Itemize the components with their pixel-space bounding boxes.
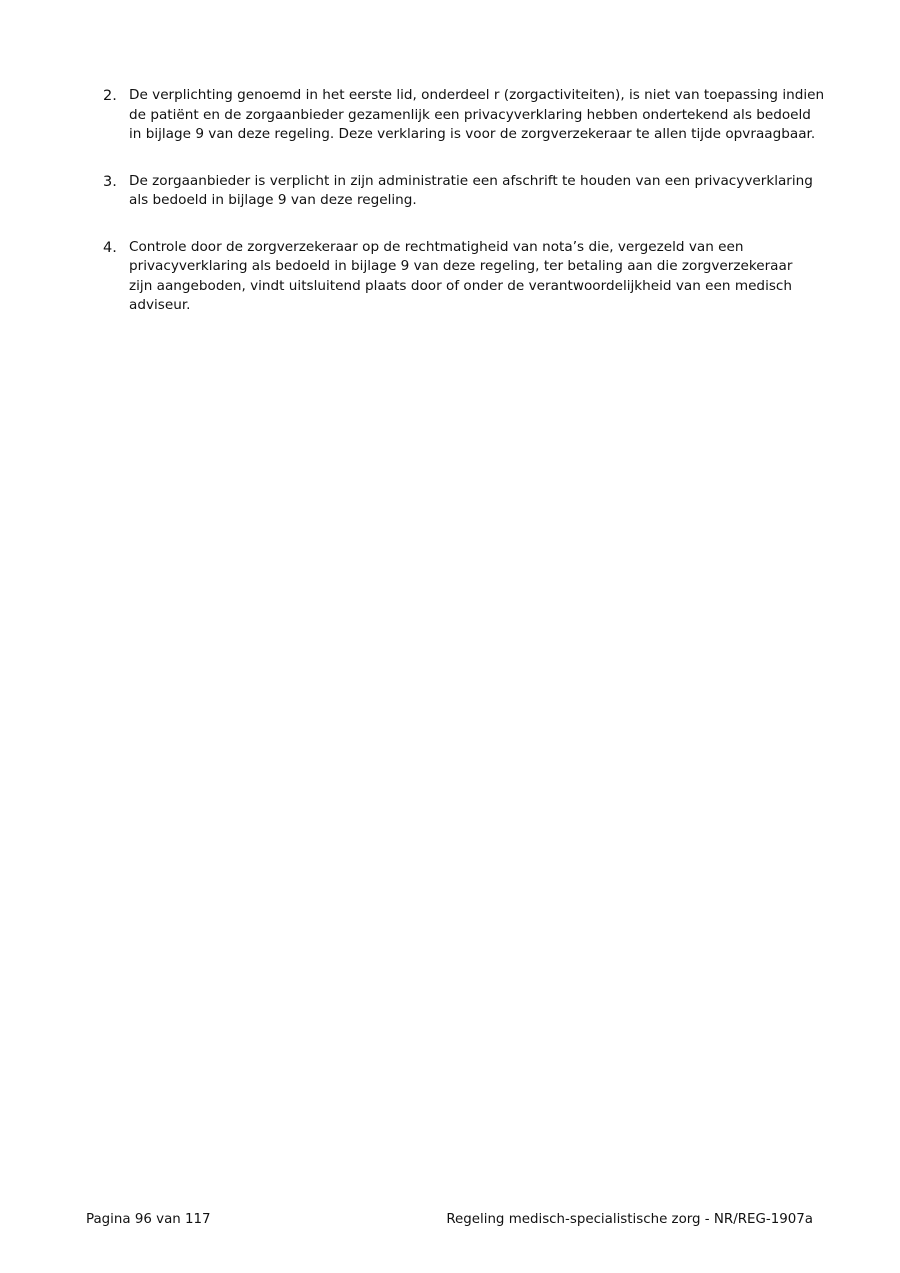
clause-list	[100, 86, 825, 343]
clause-text-line: in bijlage 9 van deze regeling. Deze verklaring is voor de zorgverzekeraar te allen tijde opvraagbaar.	[129, 126, 816, 142]
clause-number: 2.	[103, 88, 117, 104]
clause-text-line: privacyverklaring als bedoeld in bijlage 9 van deze regeling, ter betaling aan die zorgverzekeraar	[129, 258, 793, 274]
clause-text-line: Controle door de zorgverzekeraar op de rechtmatigheid van nota’s die, vergezeld van een	[129, 238, 744, 255]
document-reference: Regeling medisch-specialistische zorg - NR/REG-1907a	[446, 1212, 813, 1227]
clause-text-line: adviseur.	[129, 297, 191, 313]
clause-text-line: De zorgaanbieder is verplicht in zijn administratie een afschrift te houden van een privacyverklaring	[129, 172, 813, 189]
clause-text-line: de patiënt en de zorgaanbieder gezamenlijk een privacyverklaring hebben ondertekend als bedoeld	[129, 106, 811, 123]
clause-text-line: als bedoeld in bijlage 9 van deze regeling.	[129, 192, 417, 208]
clause-text-line: zijn aangeboden, vindt uitsluitend plaats door of onder de verantwoordelijkheid van een medisch	[129, 277, 793, 294]
page-number: Pagina 96 van 117	[86, 1212, 211, 1227]
clause-number: 4.	[103, 239, 117, 256]
clause-number: 3.	[103, 173, 117, 190]
clause-4	[100, 238, 820, 316]
clause-3	[100, 172, 820, 211]
clause-text-line: De verplichting genoemd in het eerste lid, onderdeel r (zorgactiviteiten), is niet van toepassing indien	[129, 87, 825, 103]
clause-2	[100, 86, 825, 145]
